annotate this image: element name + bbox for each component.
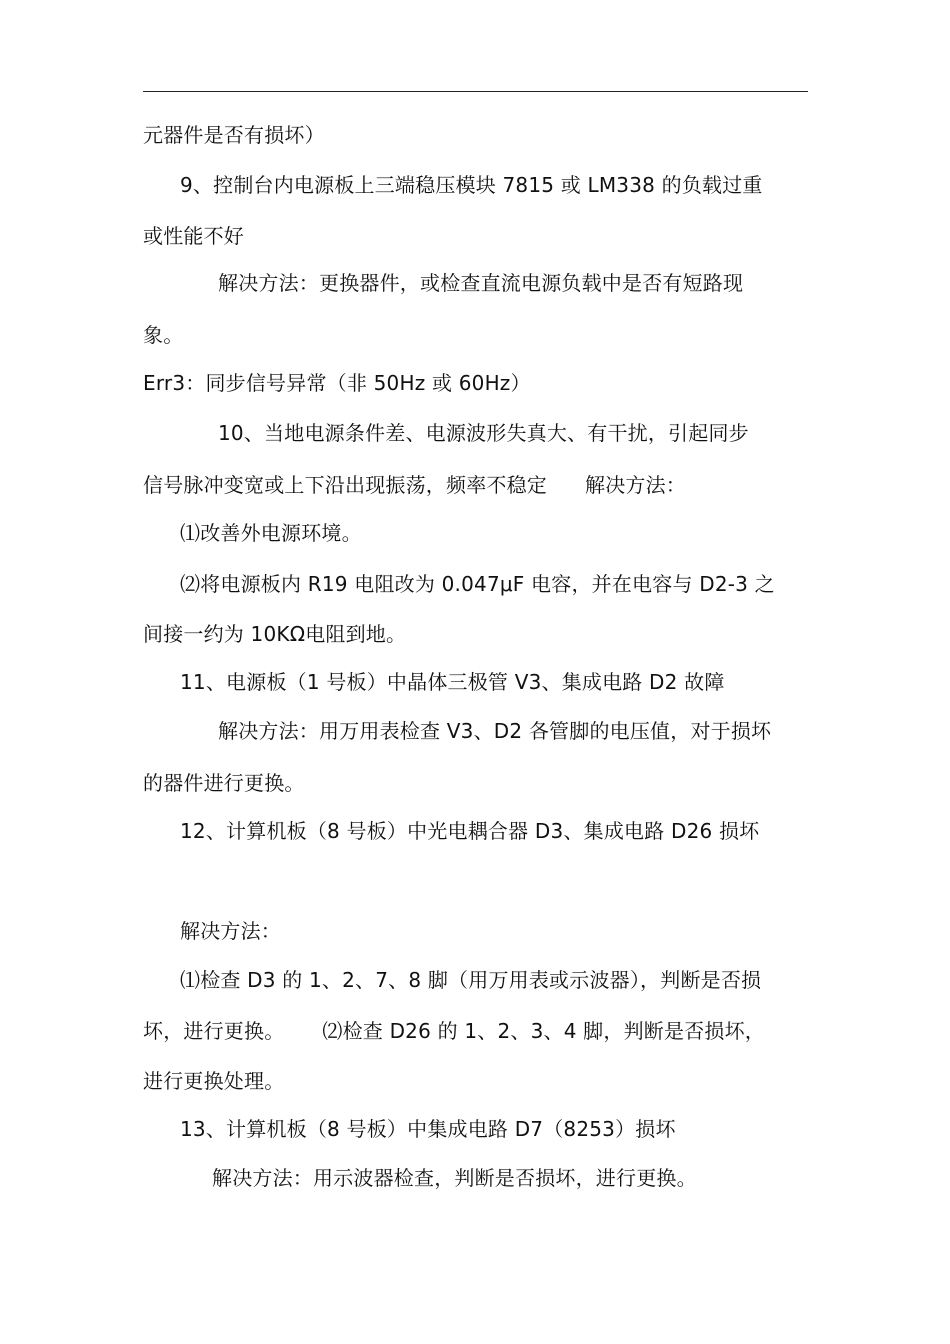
text-line [143,472,686,498]
error-code-heading: Err3：同步信号异常（非 50Hz 或 60Hz） [143,371,531,395]
item-11-heading: 11、电源板（1 号板）中晶体三极管 V3、集成电路 D2 故障 [180,670,725,694]
header-rule [143,91,808,92]
item-13-heading: 13、计算机板（8 号板）中集成电路 D7（8253）损坏 [180,1117,676,1141]
item-12-heading: 12、计算机板（8 号板）中光电耦合器 D3、集成电路 D26 损坏 [180,819,760,843]
text-line: 间接一约为 10KΩ电阻到地。 [143,622,407,646]
solution-line: 解决方法：用示波器检查，判断是否损坏，进行更换。 [212,1166,697,1190]
text-segment: 信号脉冲变宽或上下沿出现振荡，频率不稳定 [143,473,547,497]
step-line: ⑴检查 D3 的 1、2、7、8 脚（用万用表或示波器），判断是否损 [180,968,762,992]
solution-line: 解决方法：更换器件，或检查直流电源负载中是否有短路现 [218,271,744,295]
text-segment: 坏，进行更换。 [143,1019,285,1043]
step-line: ⑵检查 D26 的 1、2、3、4 脚，判断是否损坏， [322,1019,765,1043]
text-line: 进行更换处理。 [143,1069,285,1093]
solution-label: 解决方法： [180,919,281,943]
text-line: 象。 [143,323,184,347]
step-line: ⑴改善外电源环境。 [180,521,362,545]
solution-line: 解决方法：用万用表检查 V3、D2 各管脚的电压值，对于损坏 [218,719,772,743]
text-line: 元器件是否有损坏） [143,123,325,147]
item-9-heading: 9、控制台内电源板上三端稳压模块 7815 或 LM338 的负载过重 [180,173,763,197]
step-line: ⑵将电源板内 R19 电阻改为 0.047μF 电容，并在电容与 D2-3 之 [180,572,775,596]
solution-label: 解决方法： [585,473,686,497]
text-line: 或性能不好 [143,224,244,248]
text-line [143,1018,765,1044]
item-10-heading: 10、当地电源条件差、电源波形失真大、有干扰，引起同步 [218,421,749,445]
text-line: 的器件进行更换。 [143,771,305,795]
